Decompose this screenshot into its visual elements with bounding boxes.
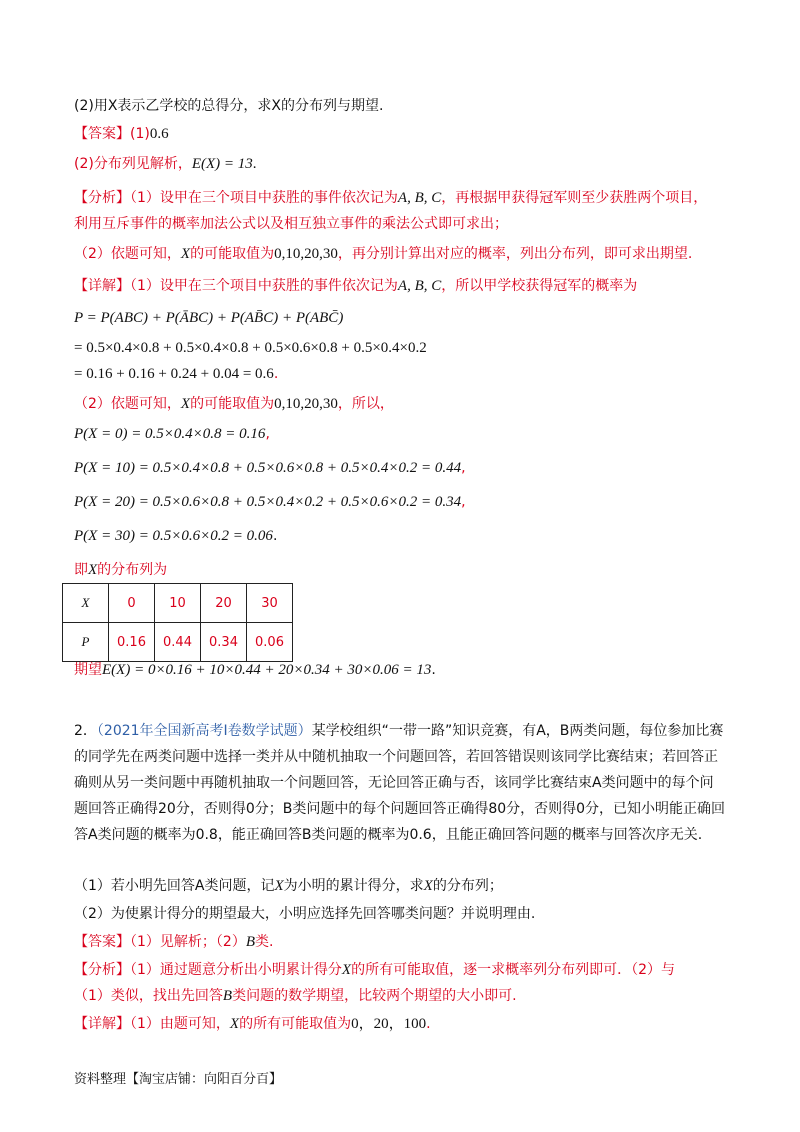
- analysis-text: （1）类似，找出先回答: [74, 988, 223, 1004]
- detail-text: ，所以甲学校获得冠军的概率为: [441, 278, 638, 294]
- detail-text: （1）由题可知，: [130, 1016, 230, 1032]
- analysis-text: ，再根据甲获得冠军则至少获胜两个项目，: [441, 190, 708, 206]
- analysis-1-line-2: 利用互斥事件的概率加法公式以及相互独立事件的乘法公式即可求出；: [74, 216, 508, 232]
- answer-2: [74, 932, 273, 952]
- analysis-2-line-1: [74, 960, 675, 980]
- question-2-sub-1: [74, 876, 503, 896]
- table-row: [63, 584, 293, 623]
- answer-part-1: (1): [130, 126, 150, 142]
- math-events: A, B, C: [397, 190, 442, 206]
- detail-text: ，所以，: [337, 396, 394, 412]
- equation-3: = 0.16 + 0.16 + 0.24 + 0.04 = 0.6: [74, 366, 274, 382]
- math-events: A, B, C: [397, 278, 442, 294]
- math-var: X: [423, 878, 433, 894]
- analysis-text: （1）设甲在三个项目中获胜的事件依次记为: [130, 190, 398, 206]
- math-var: B: [222, 988, 233, 1004]
- analysis-1-line-3: [74, 244, 692, 264]
- prob-x10-line: P(X = 10) = 0.5×0.4×0.8 + 0.5×0.6×0.8 + 0.5×0.4×0.2 = 0.44,: [74, 460, 466, 476]
- prob-x20-line: P(X = 20) = 0.5×0.6×0.8 + 0.5×0.4×0.2 + 0.5×0.6×0.2 = 0.34,: [74, 494, 466, 510]
- analysis-text: （1）通过题意分析出小明累计得分: [130, 962, 342, 978]
- expectation-equation: E(X) = 0×0.16 + 10×0.44 + 20×0.34 + 30×0.06 = 13: [102, 662, 432, 678]
- question-number: 2．: [74, 723, 97, 739]
- table-cell: 0: [109, 584, 155, 623]
- equation-2: = 0.5×0.4×0.8 + 0.5×0.4×0.8 + 0.5×0.6×0.8 + 0.5×0.4×0.2: [74, 340, 427, 356]
- question-1-part-2: (2)用X表示乙学校的总得分，求X的分布列与期望.: [74, 98, 384, 114]
- math-var: X: [274, 878, 284, 894]
- detail-text: .: [426, 1016, 431, 1032]
- detail-text: （2）依题可知，: [74, 396, 181, 412]
- sub-question-text: 的分布列；: [432, 878, 503, 894]
- prob-x10: P(X = 10) = 0.5×0.4×0.8 + 0.5×0.6×0.8 + 0.5×0.4×0.2 = 0.44: [74, 460, 462, 476]
- analysis-text: ，再分别计算出对应的概率，列出分布列，即可求出期望.: [337, 246, 693, 262]
- answer-part-2-text: (2)分布列见解析，: [74, 156, 192, 172]
- answer-text: 类.: [255, 934, 274, 950]
- prob-x30-line: P(X = 30) = 0.5×0.6×0.2 = 0.06.: [74, 528, 278, 544]
- math-var: X: [180, 246, 191, 262]
- equation-3-line: = 0.16 + 0.16 + 0.24 + 0.04 = 0.6.: [74, 366, 279, 382]
- analysis-label: 【分析】: [74, 962, 130, 978]
- expectation-line: 期望E(X) = 0×0.16 + 10×0.44 + 20×0.34 + 30×0.06 = 13.: [74, 662, 436, 678]
- detail-label: 【详解】: [74, 1016, 130, 1032]
- prob-x0-line: P(X = 0) = 0.5×0.4×0.8 = 0.16,: [74, 426, 270, 442]
- table-cell: 30: [247, 584, 293, 623]
- answer-label: 【答案】: [74, 934, 130, 950]
- table-cell: P: [63, 623, 109, 662]
- question-2: [74, 718, 726, 848]
- analysis-text: （2）依题可知，: [74, 246, 181, 262]
- answer-value: 0.6: [149, 126, 169, 142]
- math-values: 0，20，100: [351, 1016, 427, 1032]
- math-var: X: [88, 562, 98, 578]
- analysis-text: 的所有可能取值，逐一求概率列分布列即可．（2）与: [351, 962, 675, 978]
- analysis-text: 的可能取值为: [190, 246, 275, 262]
- prob-x20: P(X = 20) = 0.5×0.6×0.8 + 0.5×0.4×0.2 + 0.5×0.6×0.2 = 0.34: [74, 494, 462, 510]
- analysis-2-line-2: [74, 986, 517, 1006]
- answer-1-part-2: (2)分布列见解析，E(X) = 13.: [74, 156, 257, 172]
- detail-text: 的分布列为: [97, 562, 168, 578]
- answer-1: [74, 124, 169, 144]
- question-source: （2021年全国新高考Ⅰ卷数学试题）: [96, 723, 312, 739]
- detail-text: 的可能取值为: [190, 396, 275, 412]
- answer-text: （1）见解析；（2）: [130, 934, 246, 950]
- question-text: 某学校组织“一带一路”知识竞赛，有A，B两类问题，每位参加比赛的同学先在两类问题中选择一类并从中随机抽取一个问题回答，若回答错误则该同学比赛结束；若回答正确则从另一类问题中再随机抽取一个问题回答，无论回答正确与否，该同学比赛结束A类问题中的每个问题回答正确得20分，否则得0分；B类问题中的每个问题回答正确得80分，否则得0分，已知小明能正确回答A类问题的概率为0.8，能正确回答B类问题的概率为0.6，且能正确回答问题的概率与回答次序无关.: [74, 723, 726, 843]
- math-values: 0,10,20,30: [274, 246, 338, 262]
- sub-question-text: 为小明的累计得分，求: [283, 878, 424, 894]
- answer-label: 【答案】: [74, 126, 130, 142]
- math-var: X: [180, 396, 191, 412]
- detail-text: （1）设甲在三个项目中获胜的事件依次记为: [130, 278, 398, 294]
- analysis-label: 【分析】: [74, 190, 130, 206]
- detail-text: 即: [74, 562, 88, 578]
- analysis-text: 类问题的数学期望，比较两个期望的大小即可.: [232, 988, 517, 1004]
- footer-source: 资料整理【淘宝店铺：向阳百分百】: [74, 1072, 283, 1087]
- math-var: X: [229, 1016, 240, 1032]
- table-cell: 0.06: [247, 623, 293, 662]
- table-cell: 20: [201, 584, 247, 623]
- distribution-table: [62, 583, 293, 662]
- expectation-label: 期望: [74, 662, 102, 678]
- detail-1-line-1: [74, 276, 637, 296]
- equation-1: P = P(ABC) + P(ĀBC) + P(AB̄C) + P(ABC̄): [74, 310, 344, 326]
- math-values: 0,10,20,30: [274, 396, 338, 412]
- table-cell: 0.44: [155, 623, 201, 662]
- sub-question-text: （1）若小明先回答A类问题，记: [74, 878, 275, 894]
- detail-1-line-2: [74, 394, 394, 414]
- distribution-intro: [74, 560, 167, 580]
- expectation-formula: E(X) = 13: [191, 156, 253, 172]
- detail-text: 的所有可能取值为: [239, 1016, 352, 1032]
- table-cell: 0.16: [109, 623, 155, 662]
- analysis-1-line-1: [74, 188, 707, 208]
- prob-x30: P(X = 30) = 0.5×0.6×0.2 = 0.06: [74, 528, 273, 544]
- detail-2-line-1: [74, 1014, 431, 1034]
- math-var: B: [245, 934, 255, 950]
- table-cell: 10: [155, 584, 201, 623]
- table-cell: X: [63, 584, 109, 623]
- prob-x0: P(X = 0) = 0.5×0.4×0.8 = 0.16: [74, 426, 266, 442]
- table-row: [63, 623, 293, 662]
- detail-label: 【详解】: [74, 278, 130, 294]
- question-2-sub-2: （2）为使累计得分的期望最大，小明应选择先回答哪类问题？并说明理由.: [74, 906, 536, 922]
- table-cell: 0.34: [201, 623, 247, 662]
- math-var: X: [341, 962, 352, 978]
